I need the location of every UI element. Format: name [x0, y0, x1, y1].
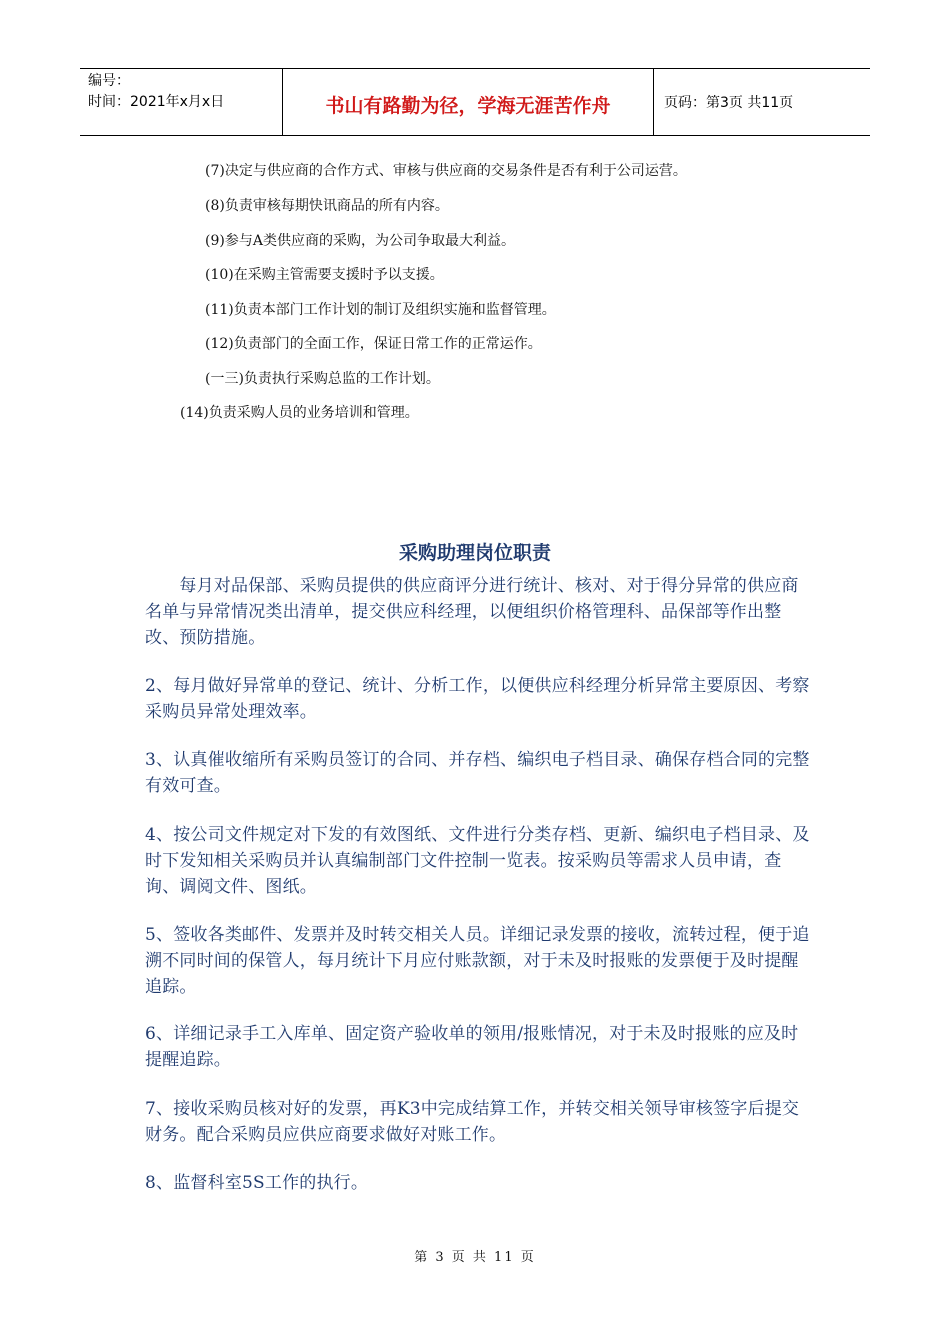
- paragraph: 4、按公司文件规定对下发的有效图纸、文件进行分类存档、更新、编织电子档目录、及时下发知相关采购员并认真编制部门文件控制一览表。按采购员等需求人员申请，查询、调阅文件、图纸。: [145, 825, 810, 897]
- list-item: (7)决定与供应商的合作方式、审核与供应商的交易条件是否有利于公司运营。: [205, 163, 687, 179]
- document-header: [80, 68, 870, 136]
- header-meta: [80, 69, 282, 135]
- header-page-info: 页码：第3页 共11页: [664, 95, 794, 111]
- list-item: (11)负责本部门工作计划的制订及组织实施和监督管理。: [205, 302, 556, 318]
- paragraph: 8、监督科室5S工作的执行。: [145, 1173, 369, 1193]
- list-item: (9)参与A类供应商的采购，为公司争取最大利益。: [205, 233, 515, 249]
- paragraph: 7、接收采购员核对好的发票，再K3中完成结算工作，并转交相关领导审核签字后提交财务。配合采购员应供应商要求做好对账工作。: [145, 1099, 800, 1145]
- header-motto: 书山有路勤为径，学海无涯苦作舟: [282, 69, 654, 135]
- code-label: 编号：: [88, 73, 130, 89]
- list-item: (12)负责部门的全面工作，保证日常工作的正常运作。: [205, 336, 542, 352]
- section-title: 采购助理岗位职责: [398, 542, 551, 564]
- list-item: (一三)负责执行采购总监的工作计划。: [205, 371, 440, 387]
- time-label: 时间：2021年x月x日: [88, 94, 225, 110]
- paragraph: 6、详细记录手工入库单、固定资产验收单的领用/报账情况，对于未及时报账的应及时提醒追踪。: [145, 1024, 799, 1070]
- paragraph: 3、认真催收缩所有采购员签订的合同、并存档、编织电子档目录、确保存档合同的完整有效可查。: [145, 750, 810, 796]
- list-item: (8)负责审核每期快讯商品的所有内容。: [205, 198, 449, 214]
- list-item: (10)在采购主管需要支援时予以支援。: [205, 267, 444, 283]
- paragraph: 5、签收各类邮件、发票并及时转交相关人员。详细记录发票的接收，流转过程，便于追溯不同时间的保管人，每月统计下月应付账款额，对于未及时报账的发票便于及时提醒追踪。: [145, 925, 810, 997]
- page-footer: 第 3 页 共 11 页: [414, 1250, 536, 1265]
- list-item: (14)负责采购人员的业务培训和管理。: [180, 405, 419, 421]
- paragraph: 2、每月做好异常单的登记、统计、分析工作，以便供应科经理分析异常主要原因、考察采购员异常处理效率。: [145, 676, 810, 722]
- paragraph: 每月对品保部、采购员提供的供应商评分进行统计、核对、对于得分异常的供应商名单与异常情况类出清单，提交供应科经理，以便组织价格管理科、品保部等作出整改、预防措施。: [145, 576, 799, 648]
